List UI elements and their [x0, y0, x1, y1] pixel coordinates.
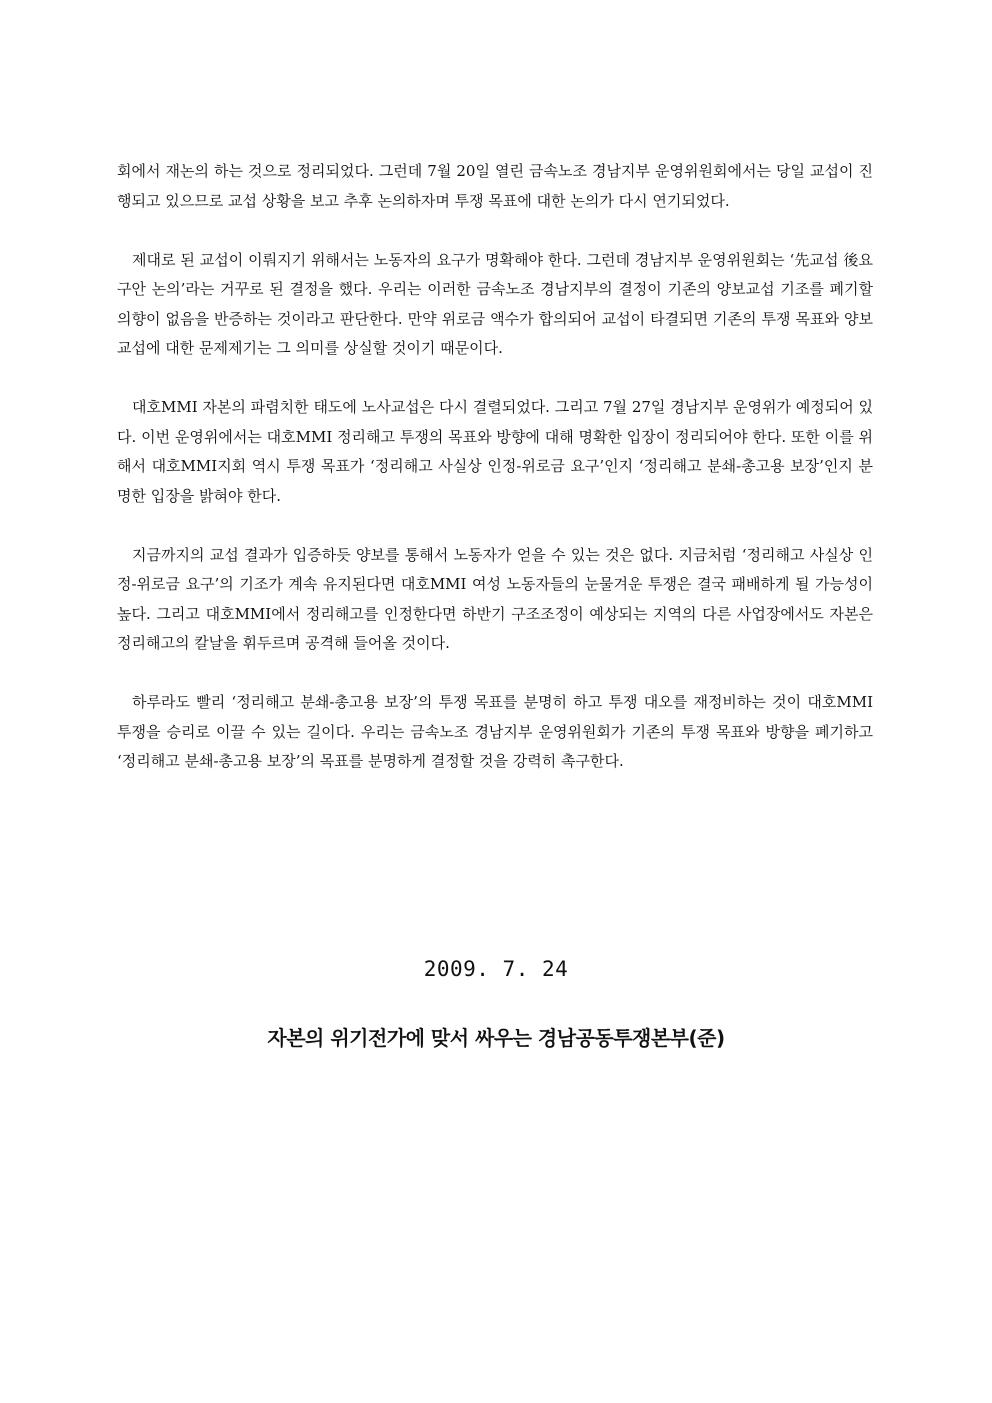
- document-body: [117, 157, 873, 806]
- paragraph-2: 제대로 된 교섭이 이뤄지기 위해서는 노동자의 요구가 명확해야 한다. 그런데 경남지부 운영위원회는 ‘先교섭 後요구안 논의’라는 거꾸로 된 결정을 했다. 우리는 이러한 금속노조 경남지부의 결정이 기존의 양보교섭 기조를 폐기할 의향이 없음을 반증하는 것이라고 판단한다. 만약 위로금 액수가 합의되어 교섭이 타결되면 기존의 투쟁 목표와 양보교섭에 대한 문제제기는 그 의미를 상실할 것이기 때문이다.: [117, 250, 873, 357]
- document-signature: 자본의 위기전가에 맞서 싸우는 경남공동투쟁본부(준): [267, 1026, 725, 1050]
- document-date: 2009. 7. 24: [423, 957, 569, 981]
- paragraph-1: 회에서 재논의 하는 것으로 정리되었다. 그런데 7월 20일 열린 금속노조 경남지부 운영위원회에서는 당일 교섭이 진행되고 있으므로 교섭 상황을 보고 추후 논의하자며 투쟁 목표에 대한 논의가 다시 연기되었다.: [117, 162, 873, 210]
- paragraph-3: 대호MMI 자본의 파렴치한 태도에 노사교섭은 다시 결렬되었다. 그리고 7월 27일 경남지부 운영위가 예정되어 있다. 이번 운영위에서는 대호MMI 정리해고 투쟁의 목표와 방향에 대해 명확한 입장이 정리되어야 한다. 또한 이를 위해서 대호MMI지회 역시 투쟁 목표가 ‘정리해고 사실상 인정-위로금 요구’인지 ‘정리해고 분쇄-총고용 보장’인지 분명한 입장을 밝혀야 한다.: [117, 398, 873, 505]
- paragraph-4: 지금까지의 교섭 결과가 입증하듯 양보를 통해서 노동자가 얻을 수 있는 것은 없다. 지금처럼 ‘정리해고 사실상 인정-위로금 요구’의 기조가 계속 유지된다면 대호MMI 여성 노동자들의 눈물겨운 투쟁은 결국 패배하게 될 가능성이 높다. 그리고 대호MMI에서 정리해고를 인정한다면 하반기 구조조정이 예상되는 지역의 다른 사업장에서도 자본은 정리해고의 칼날을 휘두르며 공격해 들어올 것이다.: [117, 545, 873, 652]
- paragraph-5: 하루라도 빨리 ‘정리해고 분쇄-총고용 보장’의 투쟁 목표를 분명히 하고 투쟁 대오를 재정비하는 것이 대호MMI 투쟁을 승리로 이끌 수 있는 길이다. 우리는 금속노조 경남지부 운영위원회가 기존의 투쟁 목표와 방향을 폐기하고 ‘정리해고 분쇄-총고용 보장’의 목표를 분명하게 결정할 것을 강력히 촉구한다.: [117, 693, 873, 770]
